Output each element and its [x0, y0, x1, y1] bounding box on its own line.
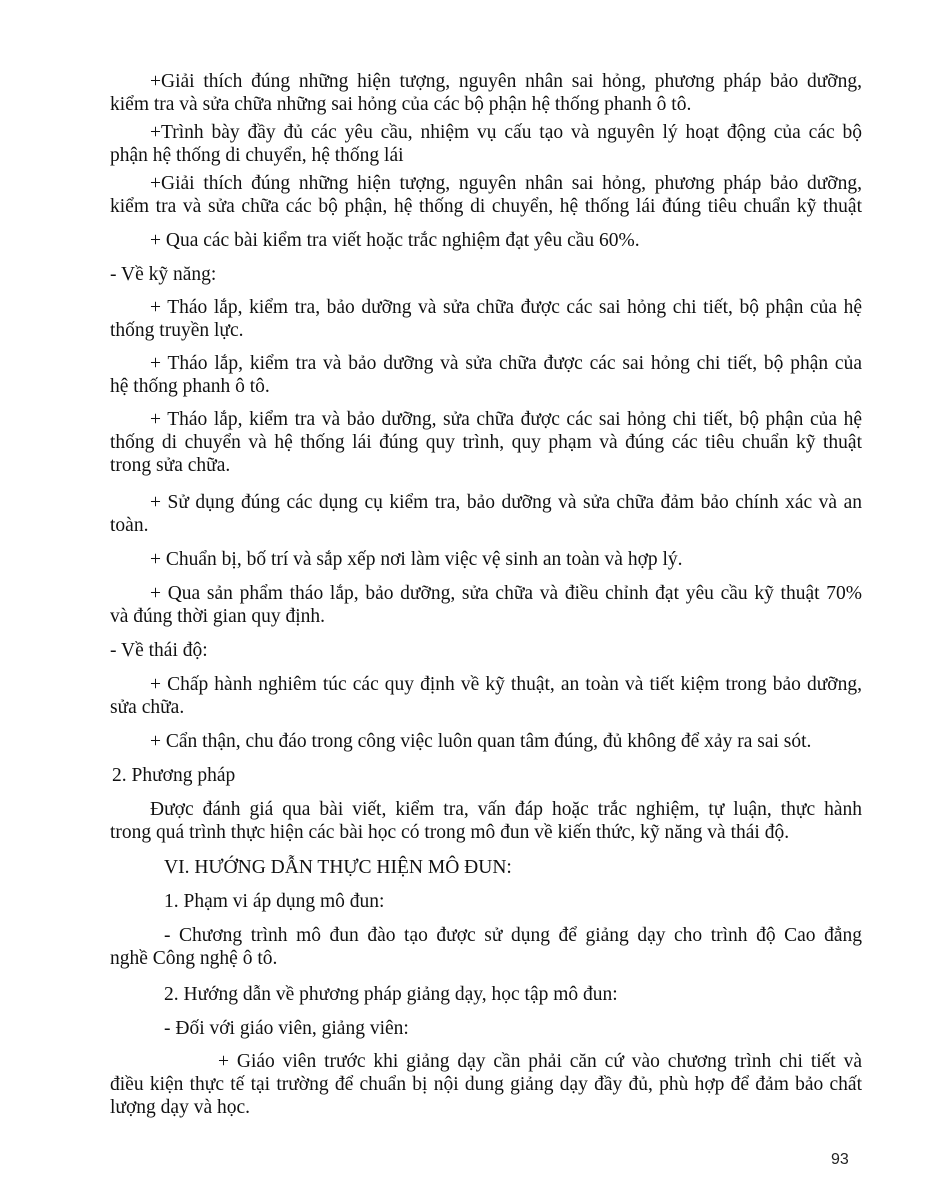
- text-line: + Qua các bài kiểm tra viết hoặc trắc nghiệm đạt yêu cầu 60%.: [150, 230, 640, 251]
- section-label: - Về thái độ:: [110, 640, 208, 661]
- section-label: - Đối với giáo viên, giảng viên:: [164, 1018, 409, 1039]
- text-line: nghề Công nghệ ô tô.: [110, 948, 278, 969]
- page-number: 93: [831, 1151, 849, 1168]
- text-line: kiểm tra và sửa chữa các bộ phận, hệ thống di chuyển, hệ thống lái đúng tiêu chuẩn kỹ thuật: [110, 196, 862, 217]
- text-line: + Tháo lắp, kiểm tra, bảo dưỡng và sửa chữa được các sai hỏng chi tiết, bộ phận của hệ: [150, 297, 862, 318]
- text-line: toàn.: [110, 515, 149, 536]
- text-line: phận hệ thống di chuyển, hệ thống lái: [110, 145, 404, 166]
- text-line: thống di chuyển và hệ thống lái đúng quy trình, quy phạm và đúng các tiêu chuẩn kỹ thuật: [110, 432, 862, 453]
- text-line: +Trình bày đầy đủ các yêu cầu, nhiệm vụ cấu tạo và nguyên lý hoạt động của các bộ: [150, 122, 862, 143]
- text-line: + Tháo lắp, kiểm tra và bảo dưỡng, sửa chữa được các sai hỏng chi tiết, bộ phận của hệ: [150, 409, 862, 430]
- section-heading: 2. Hướng dẫn về phương pháp giảng dạy, học tập mô đun:: [164, 984, 618, 1005]
- text-line: Được đánh giá qua bài viết, kiểm tra, vấn đáp hoặc trắc nghiệm, tự luận, thực hành: [150, 799, 862, 820]
- text-line: + Sử dụng đúng các dụng cụ kiểm tra, bảo dưỡng và sửa chữa đảm bảo chính xác và an: [150, 492, 862, 513]
- text-line: trong sửa chữa.: [110, 455, 231, 476]
- section-heading: 2. Phương pháp: [112, 765, 236, 786]
- text-line: + Giáo viên trước khi giảng dạy cần phải căn cứ vào chương trình chi tiết và: [218, 1051, 862, 1072]
- text-line: + Cẩn thận, chu đáo trong công việc luôn quan tâm đúng, đủ không để xảy ra sai sót.: [150, 731, 812, 752]
- text-line: điều kiện thực tế tại trường để chuẩn bị nội dung giảng dạy đầy đủ, phù hợp để đảm bảo chất: [110, 1074, 862, 1095]
- text-line: hệ thống phanh ô tô.: [110, 376, 270, 397]
- text-line: + Qua sản phẩm tháo lắp, bảo dưỡng, sửa chữa và điều chỉnh đạt yêu cầu kỹ thuật 70%: [150, 583, 862, 604]
- text-line: thống truyền lực.: [110, 320, 244, 341]
- text-line: trong quá trình thực hiện các bài học có trong mô đun về kiến thức, kỹ năng và thái độ.: [110, 822, 790, 843]
- text-line: sửa chữa.: [110, 697, 185, 718]
- text-line: + Chuẩn bị, bố trí và sắp xếp nơi làm việc vệ sinh an toàn và hợp lý.: [150, 549, 683, 570]
- section-heading: 1. Phạm vi áp dụng mô đun:: [164, 891, 385, 912]
- text-line: và đúng thời gian quy định.: [110, 606, 326, 627]
- text-line: +Giải thích đúng những hiện tượng, nguyên nhân sai hỏng, phương pháp bảo dưỡng,: [150, 71, 862, 92]
- text-line: kiểm tra và sửa chữa những sai hỏng của các bộ phận hệ thống phanh ô tô.: [110, 94, 692, 115]
- text-line: lượng dạy và học.: [110, 1097, 251, 1118]
- section-label: - Về kỹ năng:: [110, 264, 217, 285]
- text-line: + Tháo lắp, kiểm tra và bảo dưỡng và sửa chữa được các sai hỏng chi tiết, bộ phận của: [150, 353, 862, 374]
- chapter-heading: VI. HƯỚNG DẪN THỰC HIỆN MÔ ĐUN:: [164, 857, 512, 878]
- text-line: +Giải thích đúng những hiện tượng, nguyên nhân sai hỏng, phương pháp bảo dưỡng,: [150, 173, 862, 194]
- text-line: - Chương trình mô đun đào tạo được sử dụng để giảng dạy cho trình độ Cao đẳng: [164, 925, 862, 946]
- text-line: + Chấp hành nghiêm túc các quy định về kỹ thuật, an toàn và tiết kiệm trong bảo dưỡng,: [150, 674, 862, 695]
